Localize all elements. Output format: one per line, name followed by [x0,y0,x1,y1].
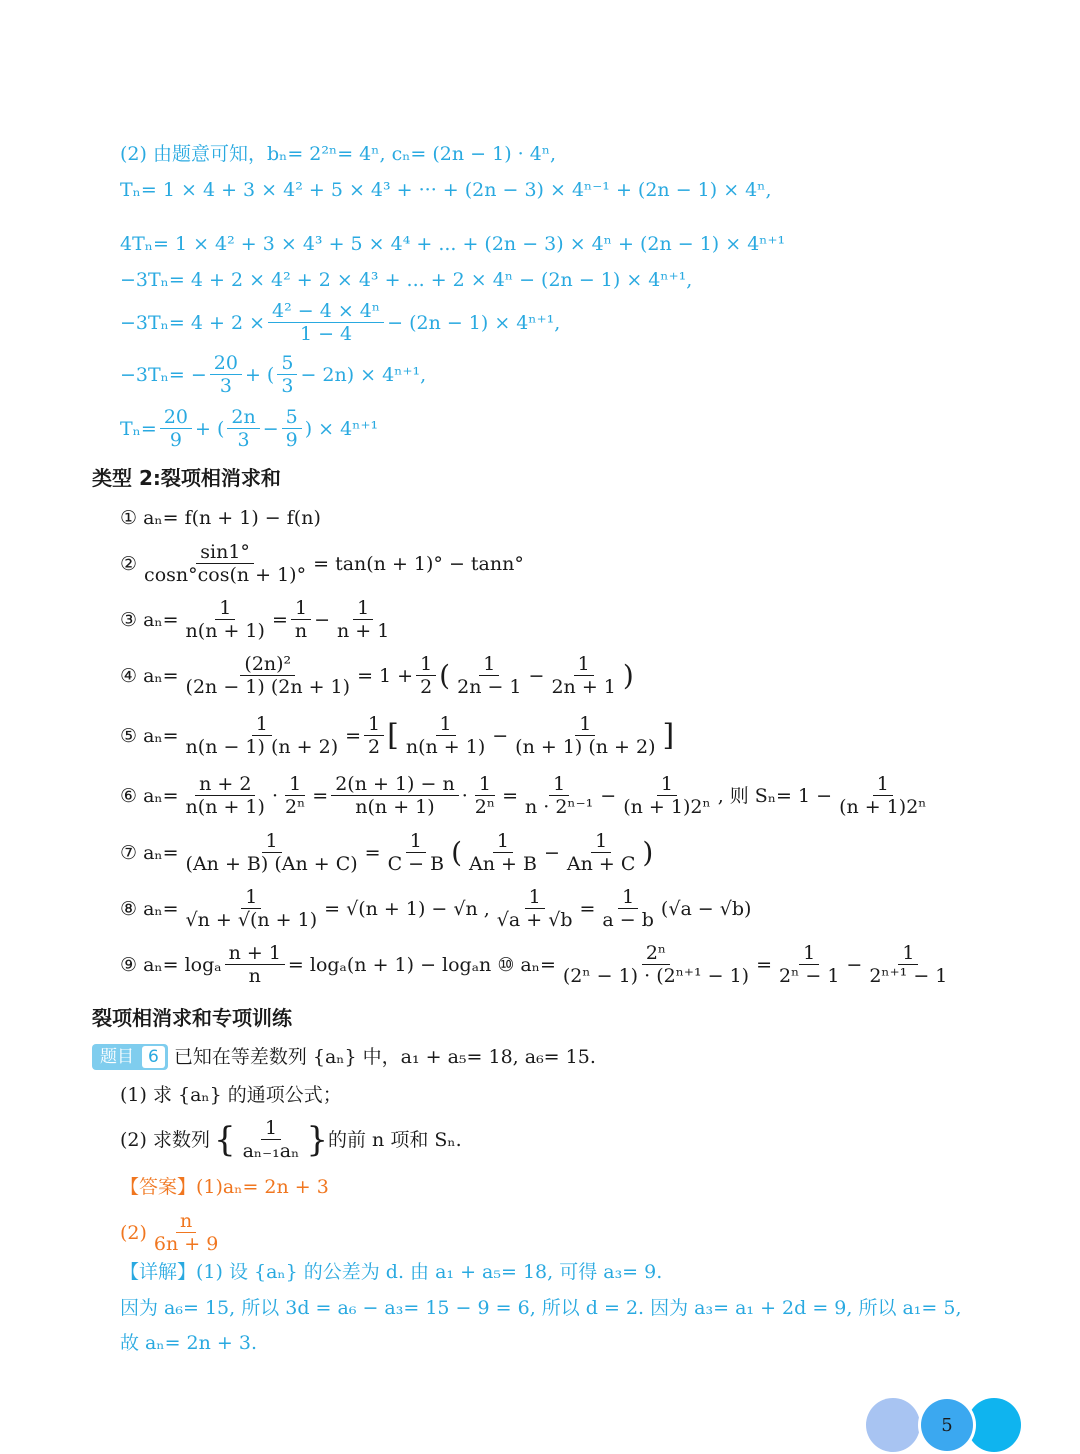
denominator: n(n + 1) [185,620,265,642]
answer-line-1 [120,1174,329,1200]
numerator: 1 [436,713,456,736]
denominator: √n + √(n + 1) [185,909,318,931]
text: − (2n − 1) × 4ⁿ⁺¹, [387,311,561,334]
solution-line-3: 4Tₙ= 1 × 4² + 3 × 4³ + 5 × 4⁴ + ... + (2n − 3) × 4ⁿ + (2n − 1) × 4ⁿ⁺¹ [120,233,786,255]
fraction [331,773,458,818]
denominator: 2n − 1 [457,676,522,698]
denominator: n [248,965,261,987]
numerator: 1 [575,713,595,736]
numerator: n + 1 [225,942,285,965]
denominator: n(n − 1) (n + 2) [185,736,339,758]
numerator: 1 [657,773,677,796]
fraction [547,653,619,698]
text: ⑦ aₙ= [120,841,179,864]
formula-9: ⑨ aₙ= logₐ $\frac{n + 1}{n}$ = logₐ(n + 1) − logₐn ⑩ aₙ= $\frac{\text{2ⁿ}}{\text{(2ⁿ − 1) · (2ⁿ⁺¹ − 1)}}$ = $\frac{1}{\text{2ⁿ − 1}}$ − $\frac{1}{\text{2ⁿ⁺¹ − 1}}$ [120,942,954,987]
fraction [182,653,355,698]
numerator: 1 [241,886,261,909]
numerator: 1 [574,653,594,676]
fraction [291,597,311,642]
numerator: 2n [227,406,259,429]
formula-3 [120,597,396,642]
denominator: (n + 1) (n + 2) [515,736,656,758]
section-heading-type2: 类型 2:裂项相消求和 [92,466,281,490]
fraction [563,830,640,875]
denominator: 2n + 1 [551,676,616,698]
fraction [835,773,930,818]
text: Tₙ= [120,417,157,440]
numerator: sin1° [196,541,254,564]
numerator: 5 [277,352,297,375]
text: + ( [195,417,225,440]
text: ⑨ aₙ= logₐ [120,953,222,976]
fraction [182,886,322,931]
fraction [225,942,285,987]
badge-number: 6 [142,1046,165,1068]
denominator: a − b [602,909,654,931]
formula-7: ⑦ aₙ= $\frac{1}{(An + B) (An + C)}$ = $\frac{1}{C - B}$ ( $\frac{1}{An + B}$ − $\frac{1}{An + C}$ ) [120,830,654,875]
explain-label: 【详解】 [120,1261,197,1283]
denominator: An + B [469,853,537,875]
denominator: n + 1 [337,620,390,642]
fraction [160,406,192,451]
solution-line-7 [120,406,378,451]
text: + ( [244,363,275,386]
fraction [239,1117,304,1162]
numerator: 1 [493,830,513,853]
denominator: n(n + 1) [185,796,265,818]
numerator: 1 [591,830,611,853]
formula-2 [120,541,524,586]
question-badge [92,1044,168,1070]
denominator: (n + 1)2ⁿ [839,796,927,818]
explain-line-2: 因为 a₆= 15, 所以 3d = a₆ − a₃= 15 − 9 = 6, 所以 d = 2. 因为 a₃= a₁ + 2d = 9, 所以 a₁= 5, [120,1297,962,1319]
formula-5: ⑤ aₙ= $\frac{1}{n(n - 1) (n + 2)}$ = $\frac{1}{2}$ [ $\frac{1}{n(n + 1)}$ − $\frac{1}{(n + 1) (n + 2)}$ ] [120,713,675,758]
text: −3Tₙ= − [120,363,207,386]
formula-6: ⑥ aₙ= $\frac{n + 2}{n(n + 1)}$ · $\frac{1}{\text{2ⁿ}}$ = $\frac{2(n + 1) - n}{n(n + 1)}$ · $\frac{1}{\text{2ⁿ}}$ = $\frac{1}{\text{n · 2ⁿ⁻¹}}$ − $\frac{1}{\text{(n + 1)2ⁿ}}$ , 则 Sₙ= 1 − $\frac{1}{\text{(n + 1)2ⁿ}}$ [120,773,934,818]
fraction [471,773,499,818]
fraction [182,597,269,642]
fraction [268,300,384,345]
denominator: 2ⁿ⁺¹ − 1 [869,965,948,987]
denominator: An + C [566,853,636,875]
numerator: 1 [549,773,569,796]
explain-line-1 [120,1259,662,1285]
text: ③ aₙ= [120,608,179,631]
numerator: 2(n + 1) − n [331,773,458,796]
numerator: 4² − 4 × 4ⁿ [268,300,384,323]
fraction [333,597,393,642]
numerator: n + 2 [195,773,255,796]
solution-line-4: −3Tₙ= 4 + 2 × 4² + 2 × 4³ + ... + 2 × 4ⁿ − (2n − 1) × 4ⁿ⁺¹, [120,269,693,291]
text: ⑧ aₙ= [120,897,179,920]
denominator: aₙ₋₁aₙ [242,1140,300,1162]
numerator: 1 [215,597,235,620]
text: = 1 + [357,664,414,687]
text: ② [120,552,138,575]
fraction [865,942,951,987]
denominator: 9 [169,429,182,451]
numerator: (2n)² [240,653,295,676]
answer-line-2 [120,1210,225,1255]
fraction [282,406,302,451]
section-heading-training: 裂项相消求和专项训练 [92,1006,292,1030]
text: ) × 4ⁿ⁺¹ [304,417,379,440]
numerator: 1 [898,942,918,965]
text: = logₐ(n + 1) − logₐn ⑩ aₙ= [287,953,556,976]
denominator: 3 [237,429,250,451]
formula-1: ① aₙ= f(n + 1) − f(n) [120,507,321,529]
fraction [210,352,242,397]
fraction [227,406,259,451]
text: −3Tₙ= 4 + 2 × [120,311,265,334]
numerator: 1 [873,773,893,796]
fraction [364,713,384,758]
numerator: 1 [262,830,282,853]
denominator: 3 [281,375,294,397]
text: − [314,608,331,631]
fraction [281,773,309,818]
denominator: cosn°cos(n + 1)° [144,564,307,586]
text: ④ aₙ= [120,664,179,687]
badge-label: 题目 [100,1047,134,1067]
fraction [775,942,843,987]
page-number: 5 [921,1399,973,1451]
question-line [92,1044,596,1070]
numerator: 1 [479,653,499,676]
numerator: 1 [799,942,819,965]
fraction [559,942,753,987]
fraction [140,541,310,586]
denominator: 2 [368,736,381,758]
numerator: n [176,1210,196,1233]
denominator: C − B [387,853,445,875]
numerator: 20 [160,406,192,429]
denominator: 6n + 9 [153,1233,219,1255]
numerator: 1 [261,1117,281,1140]
question-part-1: (1) 求 {aₙ} 的通项公式； [120,1084,342,1106]
numerator: 1 [291,597,311,620]
fraction [182,713,343,758]
solution-line-2: Tₙ= 1 × 4 + 3 × 4² + 5 × 4³ + ··· + (2n − 3) × 4ⁿ⁻¹ + (2n − 1) × 4ⁿ, [120,179,772,201]
fraction [453,653,525,698]
numerator: 2ⁿ [642,942,670,965]
text: ⑤ aₙ= [120,724,179,747]
numerator: 1 [618,886,638,909]
numerator: 1 [475,773,495,796]
denominator: (2ⁿ − 1) · (2ⁿ⁺¹ − 1) [562,965,750,987]
numerator: 5 [282,406,302,429]
question-part-2: (2) 求数列 { $\frac{1}{\text{aₙ₋₁aₙ}}$ } 的前 n 项和 Sₙ. [120,1117,462,1162]
denominator: 2ⁿ [284,796,306,818]
denominator: 2 [420,676,433,698]
text: 的前 n 项和 Sₙ. [328,1128,462,1151]
solution-line-1: (2) 由题意可知，bₙ= 2²ⁿ= 4ⁿ, cₙ= (2n − 1) · 4ⁿ, [120,143,557,165]
explain-line-3: 故 aₙ= 2n + 3. [120,1332,257,1354]
text: , 则 Sₙ= 1 − [717,784,833,807]
text: = [271,608,288,631]
text: (√a − √b) [660,897,752,920]
text: = tan(n + 1)° − tann° [313,552,524,575]
solution-line-6 [120,352,426,397]
denominator: n [294,620,308,642]
numerator: 1 [416,653,436,676]
formula-8: ⑧ aₙ= $\frac{1}{√n + √(n + 1)}$ = √(n + 1) − √n , $\frac{1}{√a + √b}$ = $\frac{1}{a - b}$ (√a − √b) [120,886,752,931]
text: (2) 求数列 [120,1128,210,1151]
question-text: 已知在等差数列 {aₙ} 中，a₁ + a₅= 18, a₆= 15. [173,1046,596,1068]
numerator: 1 [364,713,384,736]
fraction [402,713,489,758]
denominator: 1 − 4 [299,323,353,345]
numerator: 1 [252,713,272,736]
answer-label: 【答案】 [120,1176,197,1198]
denominator: √a + √b [496,909,573,931]
page-circle-left [866,1398,920,1452]
denominator: 3 [219,375,232,397]
fraction [598,886,658,931]
denominator: (An + B) (An + C) [185,853,358,875]
denominator: n · 2ⁿ⁻¹ [524,796,594,818]
numerator: 1 [353,597,373,620]
fraction [182,773,269,818]
denominator: (2n − 1) (2n + 1) [185,676,351,698]
fraction [182,830,362,875]
fraction [150,1210,222,1255]
fraction [465,830,541,875]
fraction [619,773,714,818]
solution-line-5 [120,300,560,345]
fraction [384,830,449,875]
text: = √(n + 1) − √n , [324,897,490,920]
text: − [262,417,279,440]
text: (2) [120,1221,147,1244]
fraction [277,352,297,397]
formula-4: ④ aₙ= $\frac{\text{(2n)²}}{(2n - 1) (2n + 1)}$ = 1 + $\frac{1}{2}$ ( $\frac{1}{2n - 1}$ − $\frac{1}{2n + 1}$ ) [120,653,634,698]
denominator: n(n + 1) [355,796,435,818]
explain-text: (1) 设 {aₙ} 的公差为 d. 由 a₁ + a₅= 18, 可得 a₃= 9. [196,1261,663,1283]
numerator: 1 [525,886,545,909]
answer-1: (1)aₙ= 2n + 3 [196,1176,329,1198]
text: − 2n) × 4ⁿ⁺¹, [300,363,427,386]
fraction [416,653,436,698]
denominator: 2ⁿ − 1 [779,965,840,987]
numerator: 1 [406,830,426,853]
fraction [511,713,659,758]
fraction [521,773,597,818]
denominator: n(n + 1) [405,736,486,758]
fraction [493,886,577,931]
text: ⑥ aₙ= [120,784,179,807]
numerator: 20 [210,352,242,375]
denominator: 2ⁿ [474,796,496,818]
numerator: 1 [285,773,305,796]
denominator: (n + 1)2ⁿ [623,796,711,818]
denominator: 9 [285,429,298,451]
